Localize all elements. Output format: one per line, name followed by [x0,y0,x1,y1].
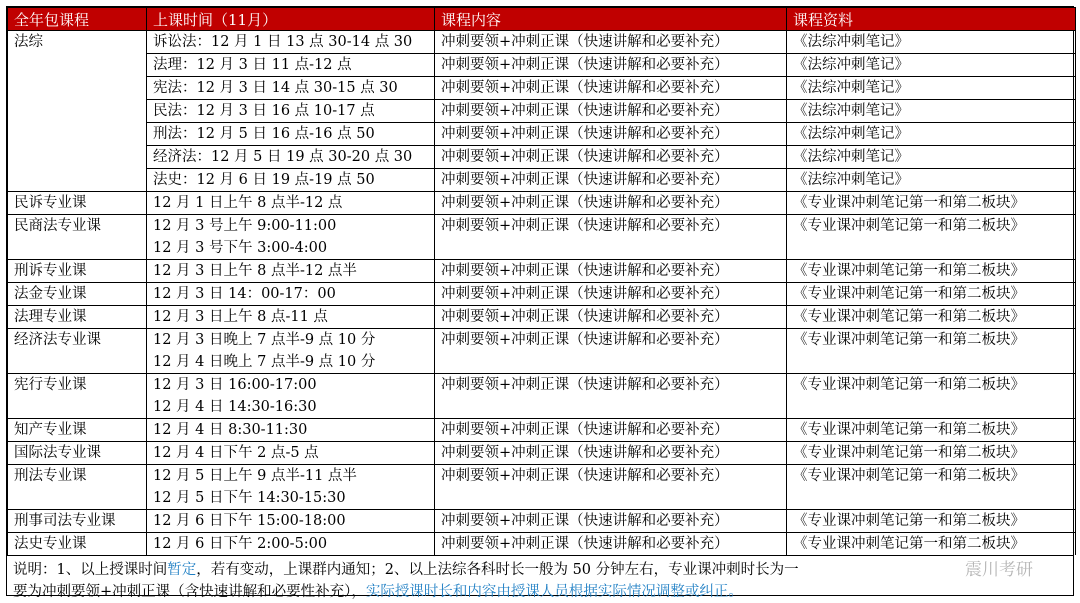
table-row [8,510,1076,533]
content-cell: 冲刺要领+冲刺正课（快速讲解和必要补充） [435,169,787,192]
content-cell: 冲刺要领+冲刺正课（快速讲解和必要补充） [435,329,787,374]
table-row [8,374,1076,397]
course-cell: 法综 [8,31,147,192]
content-cell: 冲刺要领+冲刺正课（快速讲解和必要补充） [435,306,787,329]
course-cell: 民商法专业课 [8,215,147,260]
time-cell: 12 月 4 日 14:30-16:30 [147,396,435,419]
material-cell: 《法综冲刺笔记》 [787,77,1076,100]
course-cell: 知产专业课 [8,419,147,442]
note-adjust: 实际授课时长和内容由授课人员根据实际情况调整或纠正。 [365,584,743,600]
time-cell: 宪法：12 月 3 日 14 点 30-15 点 30 [147,77,435,100]
table-row [8,123,1076,146]
time-cell: 刑法：12 月 5 日 16 点-16 点 50 [147,123,435,146]
time-cell: 12 月 3 日上午 8 点半-12 点半 [147,260,435,283]
time-cell: 12 月 4 日 8:30-11:30 [147,419,435,442]
course-cell: 刑诉专业课 [8,260,147,283]
table-row [8,465,1076,488]
material-cell: 《专业课冲刺笔记第一和第二板块》 [787,442,1076,465]
time-cell: 12 月 3 日 16:00-17:00 [147,374,435,397]
table-row [8,329,1076,352]
course-cell: 法金专业课 [8,283,147,306]
time-cell: 12 月 5 日下午 14:30-15:30 [147,487,435,510]
material-cell: 《专业课冲刺笔记第一和第二板块》 [787,329,1076,374]
material-cell: 《专业课冲刺笔记第一和第二板块》 [787,306,1076,329]
time-cell: 12 月 6 日下午 15:00-18:00 [147,510,435,533]
content-cell: 冲刺要领+冲刺正课（快速讲解和必要补充） [435,465,787,510]
time-cell: 12 月 6 日下午 2:00-5:00 [147,533,435,556]
time-cell: 12 月 3 日 14：00-17：00 [147,283,435,306]
time-cell: 法史：12 月 6 日 19 点-19 点 50 [147,169,435,192]
time-cell: 12 月 5 日上午 9 点半-11 点半 [147,465,435,488]
material-cell: 《法综冲刺笔记》 [787,54,1076,77]
table-row [8,215,1076,238]
content-cell: 冲刺要领+冲刺正课（快速讲解和必要补充） [435,260,787,283]
table-row [8,533,1076,556]
table-row [8,260,1076,283]
time-cell: 12 月 4 日下午 2 点-5 点 [147,442,435,465]
content-cell: 冲刺要领+冲刺正课（快速讲解和必要补充） [435,283,787,306]
time-cell: 12 月 1 日上午 8 点半-12 点 [147,192,435,215]
table-row [8,306,1076,329]
material-cell: 《专业课冲刺笔记第一和第二板块》 [787,510,1076,533]
course-cell: 法史专业课 [8,533,147,556]
time-cell: 法理：12 月 3 日 11 点-12 点 [147,54,435,77]
time-cell: 诉讼法：12 月 1 日 13 点 30-14 点 30 [147,31,435,54]
table-row [8,54,1076,77]
material-cell: 《专业课冲刺笔记第一和第二板块》 [787,465,1076,510]
content-cell: 冲刺要领+冲刺正课（快速讲解和必要补充） [435,442,787,465]
content-cell: 冲刺要领+冲刺正课（快速讲解和必要补充） [435,123,787,146]
material-cell: 《专业课冲刺笔记第一和第二板块》 [787,192,1076,215]
table-row [8,419,1076,442]
header-time: 上课时间（11月） [147,8,435,31]
content-cell: 冲刺要领+冲刺正课（快速讲解和必要补充） [435,533,787,556]
table-row [8,77,1076,100]
material-cell: 《法综冲刺笔记》 [787,169,1076,192]
table-row [8,283,1076,306]
table-row [8,146,1076,169]
table-row [8,169,1076,192]
time-cell: 12 月 3 日晚上 7 点半-9 点 10 分 [147,329,435,352]
material-cell: 《法综冲刺笔记》 [787,31,1076,54]
course-cell: 经济法专业课 [8,329,147,374]
footnote [7,555,1073,603]
content-cell: 冲刺要领+冲刺正课（快速讲解和必要补充） [435,419,787,442]
note-part3: ，若有变动，上课群内通知；2、以上法综各科时长一般为 50 分钟左右，专业课冲刺时长为一 [196,562,799,578]
material-cell: 《法综冲刺笔记》 [787,146,1076,169]
content-cell: 冲刺要领+冲刺正课（快速讲解和必要补充） [435,146,787,169]
content-cell: 冲刺要领+冲刺正课（快速讲解和必要补充） [435,54,787,77]
material-cell: 《法综冲刺笔记》 [787,123,1076,146]
material-cell: 《专业课冲刺笔记第一和第二板块》 [787,283,1076,306]
time-cell: 经济法：12 月 5 日 19 点 30-20 点 30 [147,146,435,169]
note-tentative: 暂定 [167,562,197,578]
table-row [8,100,1076,123]
course-cell: 刑法专业课 [8,465,147,510]
material-cell: 《法综冲刺笔记》 [787,100,1076,123]
content-cell: 冲刺要领+冲刺正课（快速讲解和必要补充） [435,192,787,215]
content-cell: 冲刺要领+冲刺正课（快速讲解和必要补充） [435,77,787,100]
course-cell: 民诉专业课 [8,192,147,215]
course-cell: 法理专业课 [8,306,147,329]
time-cell: 12 月 3 号下午 3:00-4:00 [147,237,435,260]
schedule-table-frame [6,6,1074,600]
note-part4: 要为冲刺要领+冲刺正课（含快速讲解和必要性补充）， [13,584,366,600]
material-cell: 《专业课冲刺笔记第一和第二板块》 [787,419,1076,442]
header-course: 全年包课程 [8,8,147,31]
table-row [8,442,1076,465]
watermark-text: 震川考研 [965,560,1033,580]
header-material: 课程资料 [787,8,1076,31]
table-row [8,31,1076,54]
time-cell: 12 月 3 号上午 9:00-11:00 [147,215,435,238]
material-cell: 《专业课冲刺笔记第一和第二板块》 [787,374,1076,419]
course-cell: 刑事司法专业课 [8,510,147,533]
material-cell: 《专业课冲刺笔记第一和第二板块》 [787,260,1076,283]
course-cell: 宪行专业课 [8,374,147,419]
course-cell: 国际法专业课 [8,442,147,465]
header-content: 课程内容 [435,8,787,31]
schedule-table [7,7,1076,555]
table-body [8,31,1076,556]
material-cell: 《专业课冲刺笔记第一和第二板块》 [787,215,1076,260]
table-row [8,192,1076,215]
content-cell: 冲刺要领+冲刺正课（快速讲解和必要补充） [435,510,787,533]
material-cell: 《专业课冲刺笔记第一和第二板块》 [787,533,1076,556]
content-cell: 冲刺要领+冲刺正课（快速讲解和必要补充） [435,100,787,123]
content-cell: 冲刺要领+冲刺正课（快速讲解和必要补充） [435,374,787,419]
time-cell: 12 月 3 日上午 8 点-11 点 [147,306,435,329]
content-cell: 冲刺要领+冲刺正课（快速讲解和必要补充） [435,31,787,54]
time-cell: 民法：12 月 3 日 16 点 10-17 点 [147,100,435,123]
header-row [8,8,1076,31]
note-part1: 说明：1、以上授课时间 [13,562,168,578]
time-cell: 12 月 4 日晚上 7 点半-9 点 10 分 [147,351,435,374]
content-cell: 冲刺要领+冲刺正课（快速讲解和必要补充） [435,215,787,260]
